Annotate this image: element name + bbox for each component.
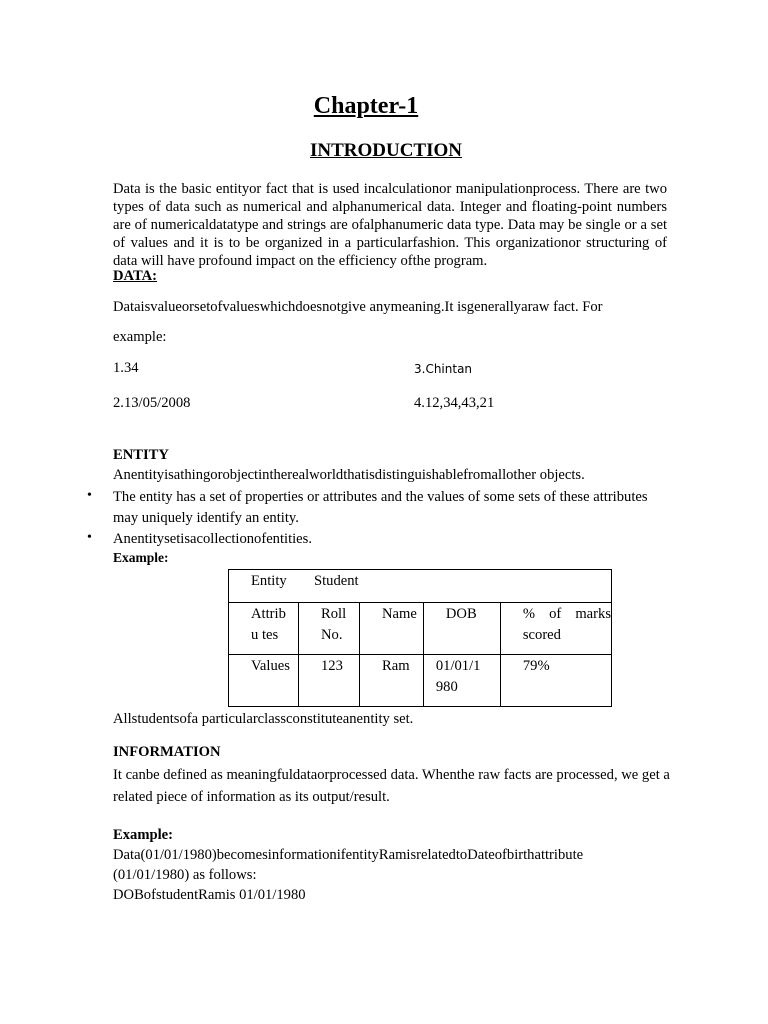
table-cell	[229, 603, 299, 655]
entity-definition: Anentityisathingorobjectintherealworldthatisdistinguishablefromallother objects.	[113, 467, 585, 483]
table-row	[229, 603, 612, 655]
dob-value: 01/01/1 980	[435, 658, 481, 695]
data-example-1: 1.34	[113, 360, 139, 376]
data-example-4: 4.12,34,43,21	[414, 395, 495, 411]
table-cell	[500, 655, 611, 707]
table-cell	[299, 655, 360, 707]
chapter-heading: Chapter-1	[313, 93, 419, 119]
entity-set-note: Allstudentsofa particularclassconstituteanentity set.	[113, 711, 414, 727]
entity-value: Student	[314, 573, 359, 589]
roll-no-header: Roll No.	[321, 606, 347, 643]
information-example-line-3: DOBofstudentRamis 01/01/1980	[113, 887, 306, 903]
information-example-line-2: (01/01/1980) as follows:	[113, 867, 257, 883]
table-cell	[360, 603, 424, 655]
marks-header: % of marks scored	[522, 606, 611, 643]
data-definition: Dataisvalueorsetofvalueswhichdoesnotgive anymeaning.It isgenerallyaraw fact. For	[113, 299, 603, 315]
entity-example-label: Example:	[113, 550, 169, 565]
table-cell	[500, 603, 611, 655]
information-definition: It canbe defined as meaningfuldataorprocessed data. Whenthe raw facts are processed, we get a related piece of information as its output/result.	[113, 767, 670, 805]
attributes-label: Attribu tes	[251, 606, 286, 643]
entity-heading: ENTITY	[113, 447, 169, 463]
data-example-2: 2.13/05/2008	[113, 395, 191, 411]
information-example-line-1: Data(01/01/1980)becomesinformationifentityRamisrelatedtoDateofbirthattribute	[113, 847, 584, 863]
roll-no-value: 123	[321, 658, 343, 674]
intro-paragraph: Data is the basic entityor fact that is used incalculationor manipulationprocess. There are two types of data such as numerical and alphanumerical data. Integer and floating-point numbers are of numericaldatatype and strings are ofalphanumeric data type. Data may be single or a set of values and it is to be organized in a particularfashion. This organizationor structuring of data will have profound impact on the efficiency ofthe program.	[113, 181, 667, 269]
entity-bullet-1: The entity has a set of properties or attributes and the values of some sets of these attributes may uniquely identify an entity.	[113, 489, 648, 526]
table-cell	[423, 655, 500, 707]
table-cell	[423, 603, 500, 655]
table-cell	[229, 655, 299, 707]
information-heading: INFORMATION	[113, 744, 221, 760]
bullet-icon: •	[87, 530, 92, 545]
entity-bullet-2: Anentitysetisacollectionofentities.	[113, 531, 312, 547]
table-row	[229, 655, 612, 707]
section-title: INTRODUCTION	[309, 140, 463, 161]
example-label: example:	[113, 329, 167, 345]
data-heading: DATA:	[113, 268, 158, 284]
marks-value: 79%	[522, 658, 550, 674]
table-cell	[299, 603, 360, 655]
dob-header: DOB	[445, 606, 477, 622]
entity-label: Entity	[251, 573, 287, 589]
table-cell	[229, 570, 612, 603]
table-cell	[360, 655, 424, 707]
table-row	[229, 570, 612, 603]
entity-table	[228, 569, 612, 707]
information-example-label: Example:	[113, 827, 173, 843]
bullet-icon: •	[87, 488, 92, 503]
data-example-3: 3.Chintan	[414, 362, 473, 376]
name-header: Name	[382, 606, 417, 622]
name-value: Ram	[382, 658, 410, 674]
values-label: Values	[251, 658, 290, 674]
